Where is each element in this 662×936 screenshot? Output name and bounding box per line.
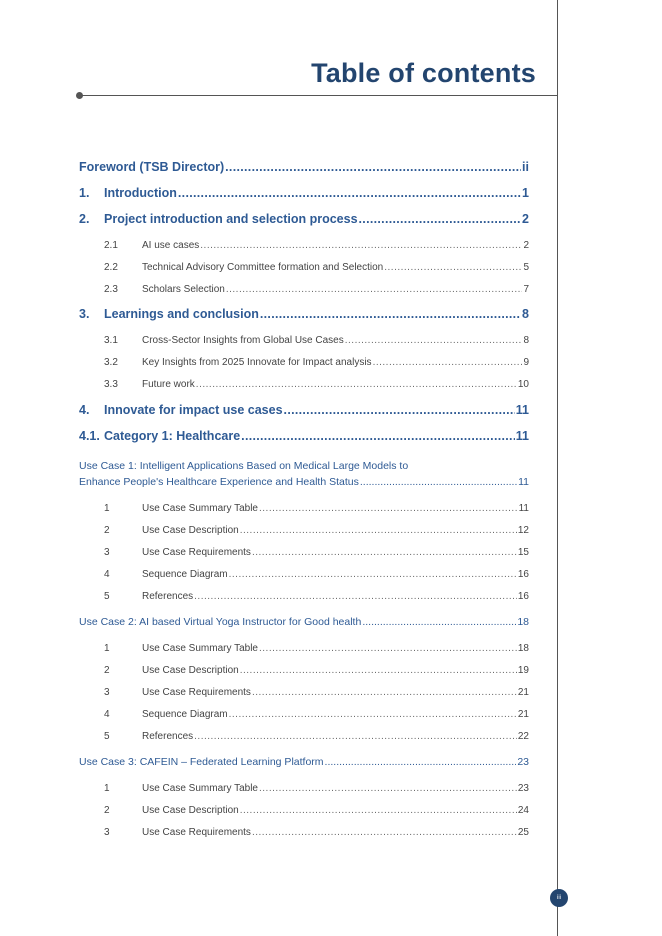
toc-entry-use-case-1[interactable]: Enhance People's Healthcare Experience and Health Status ..... 11 [79,476,529,488]
toc-entry-use-case-1-line1[interactable]: Use Case 1: Intelligent Applications Based on Medical Large Models to [79,460,409,472]
toc-entry-uc3-item[interactable]: 1 Use Case Summary Table ..... 23 [79,783,529,794]
toc-entry-uc2-item[interactable]: 3 Use Case Requirements ..... 21 [79,687,529,698]
toc-entry-section-4[interactable]: 4. Innovate for impact use cases ..... 11 [79,403,529,417]
toc-entry-uc1-item[interactable]: 4 Sequence Diagram ..... 16 [79,569,529,580]
toc-entry-section-3-1[interactable]: 3.1 Cross-Sector Insights from Global Use Cases ..... 8 [79,335,529,346]
toc-entry-uc2-item[interactable]: 4 Sequence Diagram ..... 21 [79,709,529,720]
toc-entry-uc3-item[interactable]: 2 Use Case Description ..... 24 [79,805,529,816]
toc-entry-uc2-item[interactable]: 2 Use Case Description ..... 19 [79,665,529,676]
toc-entry-section-4-1[interactable]: 4.1. Category 1: Healthcare ..... 11 [79,429,529,443]
toc-entry-section-2[interactable]: 2. Project introduction and selection process ..... 2 [79,212,529,226]
toc-entry-uc2-item[interactable]: 5 References ..... 22 [79,731,529,742]
toc-entry-foreword[interactable]: Foreword (TSB Director) ..... ii [79,160,529,174]
toc-entry-uc2-item[interactable]: 1 Use Case Summary Table ..... 18 [79,643,529,654]
toc-entry-section-2-2[interactable]: 2.2 Technical Advisory Committee formation and Selection ..... 5 [79,262,529,273]
rule-endpoint-dot [76,92,83,99]
margin-vertical-rule [557,0,558,936]
page-number-badge: iii [550,889,568,907]
toc-entry-section-3-3[interactable]: 3.3 Future work ..... 10 [79,379,529,390]
page-title: Table of contents [311,58,536,88]
toc-entry-uc1-item[interactable]: 1 Use Case Summary Table ..... 11 [79,503,529,514]
toc-entry-use-case-2[interactable]: Use Case 2: AI based Virtual Yoga Instructor for Good health ..... 18 [79,616,529,628]
title-underline [80,95,558,96]
toc-entry-use-case-3[interactable]: Use Case 3: CAFEIN – Federated Learning Platform ..... 23 [79,756,529,768]
toc-entry-uc3-item[interactable]: 3 Use Case Requirements ..... 25 [79,827,529,838]
toc-entry-uc1-item[interactable]: 2 Use Case Description ..... 12 [79,525,529,536]
toc-entry-section-2-1[interactable]: 2.1 AI use cases ..... 2 [79,240,529,251]
toc-entry-section-1[interactable]: 1. Introduction ..... 1 [79,186,529,200]
toc-entry-uc1-item[interactable]: 3 Use Case Requirements ..... 15 [79,547,529,558]
toc-entry-section-2-3[interactable]: 2.3 Scholars Selection ..... 7 [79,284,529,295]
toc-entry-section-3[interactable]: 3. Learnings and conclusion ..... 8 [79,307,529,321]
toc-entry-uc1-item[interactable]: 5 References ..... 16 [79,591,529,602]
toc-entry-section-3-2[interactable]: 3.2 Key Insights from 2025 Innovate for Impact analysis ..... 9 [79,357,529,368]
